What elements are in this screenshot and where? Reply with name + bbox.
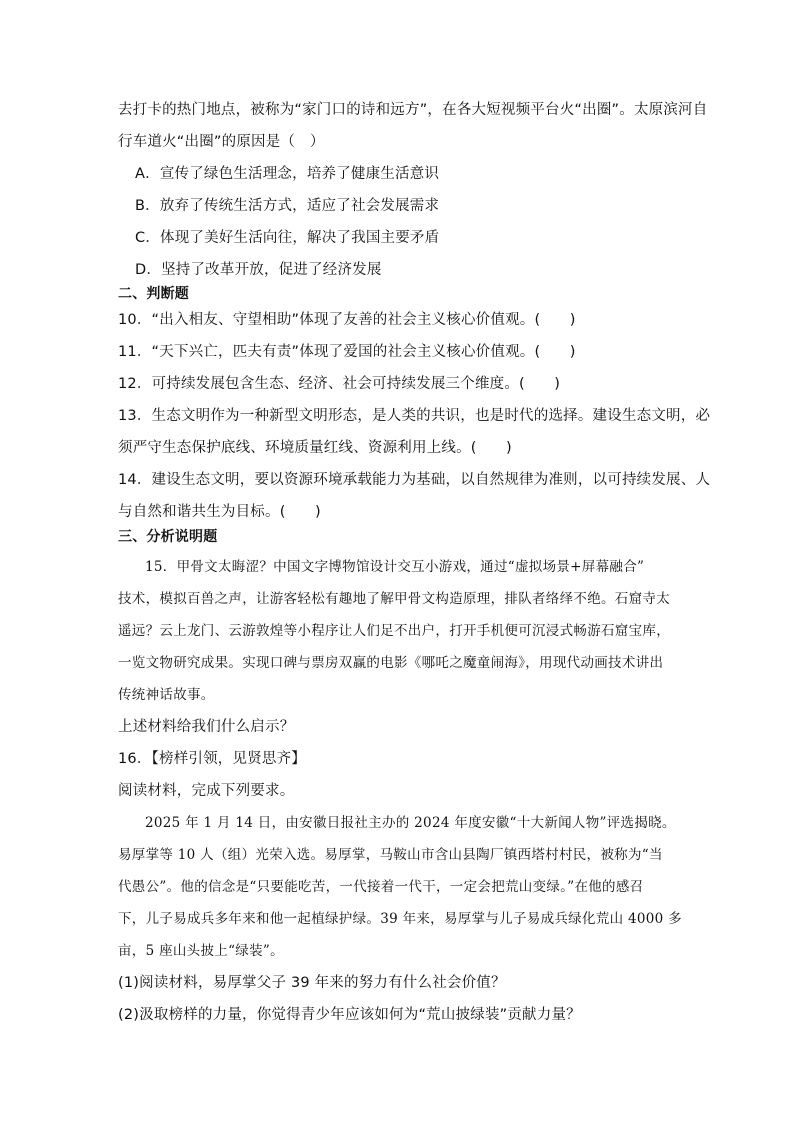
question-9-option-a: A．宣传了绿色生活理念，培养了健康生活意识 <box>135 166 440 182</box>
question-9-option-d: D．坚持了改革开放，促进了经济发展 <box>135 262 382 278</box>
question-16 <box>118 749 682 1037</box>
question-16-subquestion-1: (1)阅读材料，易厚掌父子 39 年来的努力有什么社会价值？ <box>118 975 506 991</box>
question-12: 12．可持续发展包含生态、经济、社会可持续发展三个维度。( ) <box>118 376 561 392</box>
question-14-line-2: 与自然和谐共生为目标。( ) <box>118 504 321 520</box>
question-11: 11．“天下兴亡，匹夫有责”体现了爱国的社会主义核心价值观。( ) <box>118 344 576 360</box>
question-16-material-line-4: 下，儿子易成兵多年来和他一起植绿护绿。39 年来，易厚掌与儿子易成兵绿化荒山 4000 多 <box>118 911 682 927</box>
question-15 <box>118 557 678 749</box>
judgement-questions <box>118 310 711 527</box>
question-16-title: 16．【榜样引领，见贤思齐】 <box>118 751 306 767</box>
question-15-prompt: 上述材料给我们什么启示？ <box>118 719 295 735</box>
question-15-material-line-5: 传统神话故事。 <box>118 687 215 703</box>
question-16-material-line-3: 代愚公”。他的信念是“只要能吃苦，一代接着一代干，一定会把荒山变绿。”在他的感召 <box>118 879 644 895</box>
question-9-option-c: C．体现了美好生活向往，解决了我国主要矛盾 <box>135 230 440 246</box>
question-10: 10．“出入相友、守望相助”体现了友善的社会主义核心价值观。( ) <box>118 312 576 328</box>
question-9-option-b: B．放弃了传统生活方式，适应了社会发展需求 <box>135 198 440 214</box>
question-15-material-line-2: 技术，模拟百兽之声，让游客轻松有趣地了解甲骨文构造原理，排队者络绎不绝。石窟寺太 <box>118 591 670 607</box>
question-13-line-2: 须严守生态保护底线、环境质量红线、资源利用上线。( ) <box>118 440 512 456</box>
question-16-material-line-2: 易厚掌等 10 人（组）光荣入选。易厚掌，马鞍山市含山县陶厂镇西塔村村民，被称为“当 <box>118 847 663 863</box>
question-9-stem-line-2: 行车道火“出圈”的原因是（ ） <box>118 134 325 150</box>
section-3-title: 三、分析说明题 <box>118 529 218 545</box>
question-16-subquestion-2: (2)汲取榜样的力量，你觉得青少年应该如何为“荒山披绿装”贡献力量？ <box>118 1007 581 1023</box>
question-15-material-line-1: 15．甲骨文太晦涩？中国文字博物馆设计交互小游戏，通过“虚拟场景+屏幕融合” <box>145 559 645 575</box>
question-9 <box>118 100 708 284</box>
section-2-title: 二、判断题 <box>118 286 189 302</box>
question-16-material-line-5: 亩，5 座山头披上“绿装”。 <box>118 943 284 959</box>
question-9-stem-line-1: 去打卡的热门地点，被称为“家门口的诗和远方”，在各大短视频平台火“出圈”。太原滨河自 <box>118 102 708 118</box>
page-content <box>118 100 711 1037</box>
question-13-line-1: 13．生态文明作为一种新型文明形态，是人类的共识，也是时代的选择。建设生态文明，必 <box>118 408 711 424</box>
question-16-material-line-1: 2025 年 1 月 14 日，由安徽日报社主办的 2024 年度安徽“十大新闻人物”评选揭晓。 <box>145 815 676 831</box>
question-15-material-line-4: 一览文物研究成果。实现口碑与票房双赢的电影《哪吒之魔童闹海》，用现代动画技术讲出 <box>118 655 664 671</box>
question-14-line-1: 14．建设生态文明，要以资源环境承载能力为基础，以自然规律为准则，以可持续发展、人 <box>118 472 711 488</box>
question-15-material-line-3: 遥远？云上龙门、云游敦煌等小程序让人们足不出户，打开手机便可沉浸式畅游石窟宝库， <box>118 623 670 639</box>
question-16-instruction: 阅读材料，完成下列要求。 <box>118 783 295 799</box>
